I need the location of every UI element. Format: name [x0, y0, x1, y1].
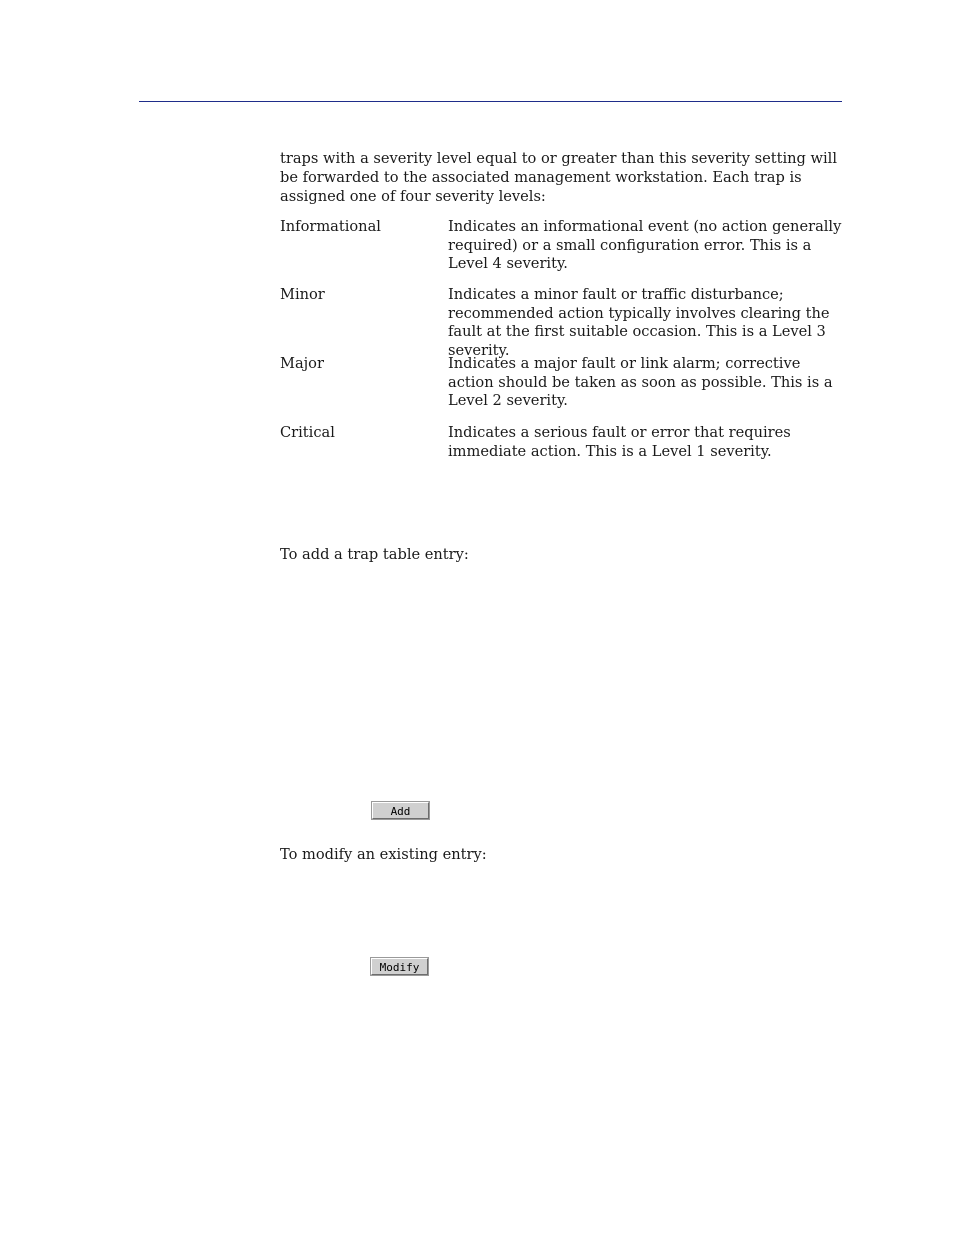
severity-level-list	[280, 218, 845, 464]
severity-row-critical	[280, 424, 845, 464]
severity-row-informational	[280, 218, 845, 286]
header-rule	[139, 101, 842, 102]
severity-term: Minor	[280, 286, 325, 303]
add-button[interactable]: Add	[372, 802, 429, 819]
severity-row-minor	[280, 286, 845, 359]
intro-paragraph: traps with a severity level equal to or greater than this severity setting will be forwarded to the associated management workstation. Each trap is assigned one of four severity levels:	[280, 150, 838, 205]
severity-term: Major	[280, 355, 324, 372]
severity-description: Indicates a major fault or link alarm; corrective action should be taken as soon as possible. This is a Level 2 severity.	[448, 355, 833, 410]
severity-description: Indicates an informational event (no action generally required) or a small configuration error. This is a Level 4 severity.	[448, 218, 842, 273]
severity-term: Informational	[280, 218, 381, 235]
severity-term: Critical	[280, 424, 335, 441]
modify-entry-intro: To modify an existing entry:	[280, 846, 487, 863]
severity-description: Indicates a minor fault or traffic disturbance; recommended action typically involves clearing the fault at the first suitable occasion. This is a Level 3 severity.	[448, 286, 830, 359]
add-entry-intro: To add a trap table entry:	[280, 546, 469, 563]
modify-button[interactable]: Modify	[371, 958, 428, 975]
severity-description: Indicates a serious fault or error that requires immediate action. This is a Level 1 severity.	[448, 424, 791, 460]
severity-row-major	[280, 355, 845, 424]
